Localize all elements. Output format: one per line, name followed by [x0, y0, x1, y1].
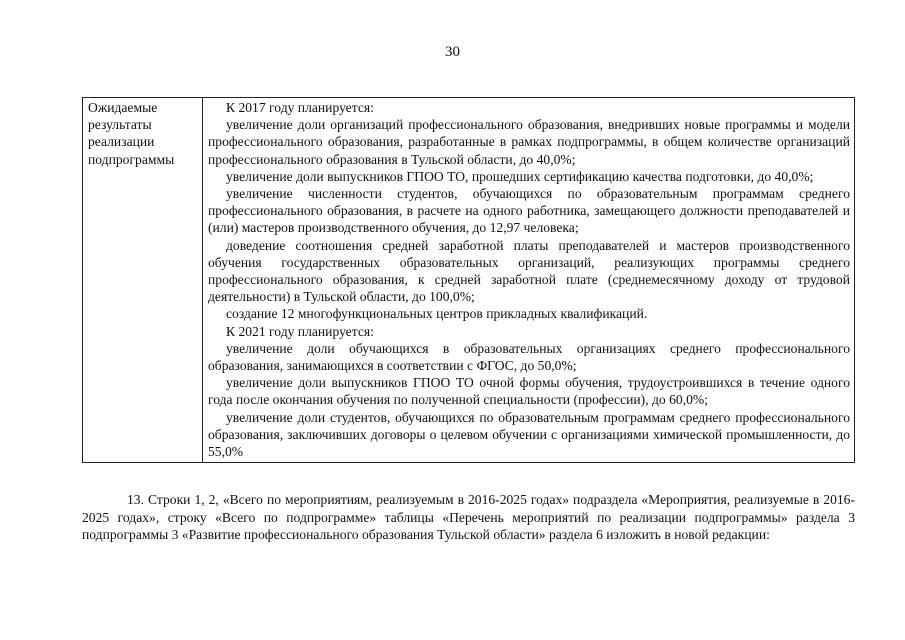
table-row [83, 98, 855, 463]
list-item: увеличение доли выпускников ГПОО ТО очной формы обучения, трудоустроившихся в течение одного года после окончания обучения по полученной специальности (профессии), до 60,0%; [208, 375, 850, 408]
heading-2017: К 2017 году планируется: [226, 100, 374, 115]
list-item: увеличение доли студентов, обучающихся по образовательным программам среднего профессионального образования, заключивших договоры о целевом обучении с организациями химической промышленности, до 55,0% [208, 409, 850, 460]
list-item: увеличение доли обучающихся в образовательных организациях среднего профессионального образования, занимающихся в соответствии с ФГОС, до 50,0%; [208, 340, 850, 374]
list-item: увеличение численности студентов, обучающихся по образовательным программам среднего профессионального образования, в расчете на одного работника, замещающего должности преподавателей и (или) мастеров производственного обучения, до 12,97 человека; [208, 186, 850, 236]
heading-2021: К 2021 году планируется: [226, 323, 374, 339]
list-item: увеличение доли организаций профессионального образования, внедривших новые программы и модели профессионального образования, разработанные в рамках подпрограммы, в общем количестве организаций профессионального образования в Тульской области, до 40,0%; [208, 117, 850, 167]
list-item: создание 12 многофункциональных центров прикладных квалификаций. [226, 306, 648, 322]
row-content [203, 98, 855, 463]
expected-results-table [82, 97, 855, 463]
list-item: доведение соотношения средней заработной платы преподавателей и мастеров производственного обучения государственных образовательных организаций, реализующих программы среднего профессионального образования, к средней заработной плате (среднемесячному доходу от трудовой деятельности) в Тульской области, до 100,0%; [208, 237, 850, 305]
amendment-paragraph: 13. Строки 1, 2, «Всего по мероприятиям, реализуемым в 2016-2025 годах» подраздела «Мероприятия, реализуемые в 2016-2025 годах», строку «Всего по подпрограмме» таблицы «Перечень мероприятий по реализации подпрограммы» раздела 3 подпрограммы 3 «Развитие профессионального образования Тульской области» раздела 6 изложить в новой редакции: [82, 492, 855, 543]
page-number: 30 [445, 44, 460, 60]
row-label: Ожидаемые результаты реализации подпрограммы [83, 98, 203, 463]
list-item: увеличение доли выпускников ГПОО ТО, прошедших сертификацию качества подготовки, до 40,0%; [226, 168, 814, 184]
